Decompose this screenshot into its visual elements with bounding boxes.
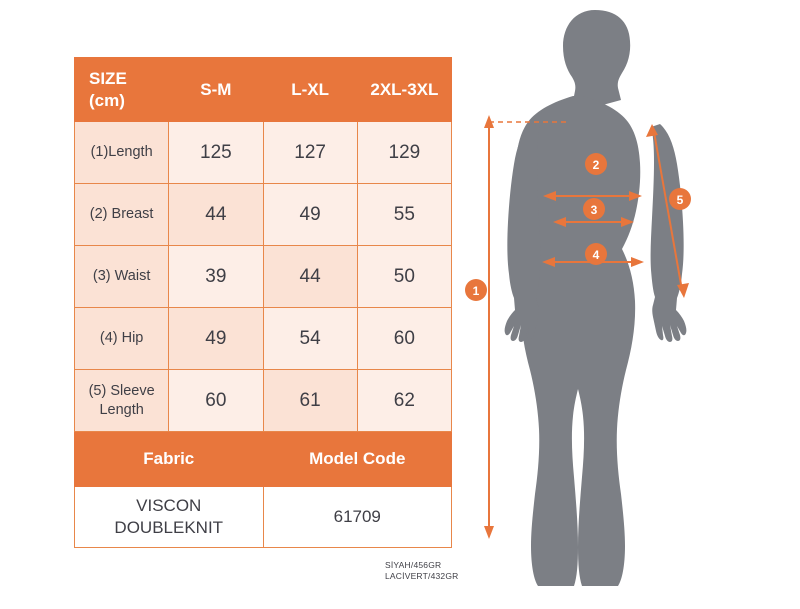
fabric-value-line2: DOUBLEKNIT [114, 518, 224, 537]
cell-breast-2xl3xl: 55 [357, 184, 451, 246]
footer-header-fabric: Fabric [75, 432, 264, 487]
table-row [75, 122, 452, 184]
cell-waist-lxl: 44 [263, 246, 357, 308]
cell-hip-2xl3xl: 60 [357, 308, 451, 370]
header-size-line1: SIZE [89, 69, 127, 89]
header-col-lxl: L-XL [263, 58, 357, 122]
cell-breast-sm: 44 [169, 184, 263, 246]
size-table [74, 57, 452, 548]
arrow-head-length-bottom [484, 526, 494, 539]
row-label-length: (1)Length [75, 122, 169, 184]
badge-2-label: 2 [592, 158, 600, 172]
badge-3-label: 3 [590, 203, 598, 217]
cell-sleeve-2xl3xl: 62 [357, 370, 451, 432]
badge-4-label: 4 [592, 248, 600, 262]
cell-hip-sm: 49 [169, 308, 263, 370]
header-col-2xl3xl: 2XL-3XL [357, 58, 451, 122]
row-label-sleeve-line2: Length [99, 401, 144, 418]
arrow-head-hip-right [631, 257, 644, 267]
measurement-figure [455, 0, 800, 609]
table-footer-value-row [75, 487, 452, 548]
cell-waist-2xl3xl: 50 [357, 246, 451, 308]
table-row [75, 370, 452, 432]
table-header-row [75, 58, 452, 122]
cell-length-sm: 125 [169, 122, 263, 184]
table-footer-header-row [75, 432, 452, 487]
table-row [75, 308, 452, 370]
row-label-breast: (2) Breast [75, 184, 169, 246]
row-label-sleeve-line1: (5) Sleeve [88, 383, 155, 400]
fabric-value-line1: VISCON [136, 495, 202, 515]
cell-sleeve-sm: 60 [169, 370, 263, 432]
row-label-hip: (4) Hip [75, 308, 169, 370]
cell-length-2xl3xl: 129 [357, 122, 451, 184]
footer-header-model-code: Model Code [263, 432, 452, 487]
cell-length-lxl: 127 [263, 122, 357, 184]
table-row [75, 184, 452, 246]
cell-waist-sm: 39 [169, 246, 263, 308]
table-row [75, 246, 452, 308]
fabric-weight-note-line1: SİYAH/456GR [385, 560, 442, 570]
header-col-sm: S-M [169, 58, 263, 122]
header-size-cell [75, 58, 169, 122]
footer-value-model-code: 61709 [263, 487, 452, 548]
footer-value-fabric [75, 487, 264, 548]
row-label-sleeve-length [75, 370, 169, 432]
header-size-line2: (cm) [89, 90, 125, 110]
badge-1-label: 1 [472, 284, 480, 298]
badge-5-label: 5 [676, 193, 684, 207]
cell-breast-lxl: 49 [263, 184, 357, 246]
cell-hip-lxl: 54 [263, 308, 357, 370]
row-label-waist: (3) Waist [75, 246, 169, 308]
fabric-weight-note-line2: LACİVERT/432GR [385, 571, 459, 582]
female-body-silhouette [505, 10, 687, 586]
fabric-weight-note [385, 560, 459, 583]
cell-sleeve-lxl: 61 [263, 370, 357, 432]
